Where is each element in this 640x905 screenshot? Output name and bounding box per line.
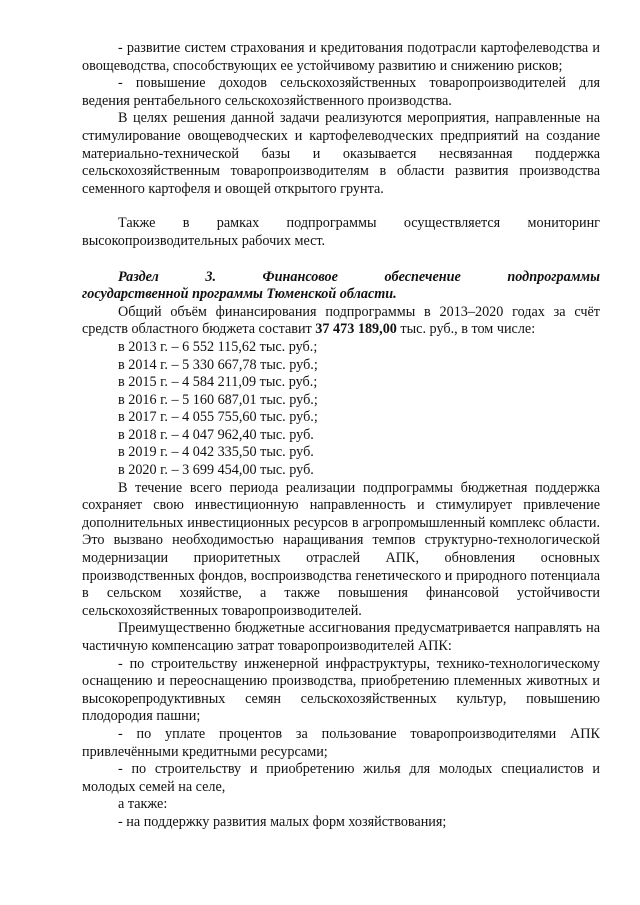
paragraph-compensation: Преимущественно бюджетные ассигнования предусматривается направлять на частичную компенсацию затрат товаропроизводителей АПК: xyxy=(82,620,600,654)
year-2019-amount: в 2019 г. – 4 042 335,50 тыс. руб. xyxy=(118,444,314,461)
document-page xyxy=(82,40,600,832)
section-heading-line1: Раздел 3. Финансовое обеспечение подпрограммы xyxy=(118,268,600,285)
section-heading xyxy=(82,269,600,304)
paragraph-investment: В течение всего периода реализации подпрограммы бюджетная поддержка сохраняет свою инвестиционную направленность и стимулирует привлечение дополнительных инвестиционных ресурсов в агропромышленный комплекс области. Это вызвано необходимостью наращивания темпов структурно-технологической модернизации приоритетных отраслей АПК, обновления основных производственных фондов, воспроизводства генетического и природного потенциала в сельском хозяйстве, а также повышения финансовой устойчивости сельскохозяйственных товаропроизводителей. xyxy=(82,479,600,619)
paragraph-measures: В целях решения данной задачи реализуются мероприятия, направленные на стимулирование овощеводческих и картофелеводческих предприятий на создание материально-технической базы и оказывается несвязанная поддержка сельскохозяйственным товаропроизводителям в области развития производства семенного картофеля и овощей открытого грунта. xyxy=(82,110,600,197)
list-item-housing: - по строительству и приобретению жилья для молодых специалистов и молодых семей на селе, xyxy=(82,761,600,795)
year-2013-amount: в 2013 г. – 6 552 115,62 тыс. руб.; xyxy=(118,338,318,355)
section-heading-line2: государственной программы Тюменской области. xyxy=(82,286,397,303)
list-item-infrastructure: - по строительству инженерной инфраструктуры, технико-технологическому оснащению и переоснащению производства, приобретению племенных животных и высокорепродуктивных семян сельскохозяйственных культур, повышению плодородия пашни; xyxy=(82,655,600,725)
financing-total: 37 473 189,00 xyxy=(315,321,397,338)
paragraph-income: - повышение доходов сельскохозяйственных товаропроизводителей для ведения рентабельного сельскохозяйственного производства. xyxy=(82,75,600,109)
spacer xyxy=(82,251,600,269)
spacer xyxy=(82,198,600,215)
financing-intro xyxy=(82,304,600,339)
year-2017-amount: в 2017 г. – 4 055 755,60 тыс. руб.; xyxy=(118,409,318,426)
paragraph-also: а также: xyxy=(118,796,168,813)
year-2018-amount: в 2018 г. – 4 047 962,40 тыс. руб. xyxy=(118,426,314,443)
list-item-interest: - по уплате процентов за пользование товаропроизводителями АПК привлечёнными кредитными ресурсами; xyxy=(82,725,600,760)
financing-intro-text: Общий объём финансирования подпрограммы в 2013–2020 годах за счёт средств областного бюджета составит xyxy=(82,303,600,338)
paragraph-insurance: - развитие систем страхования и кредитования подотрасли картофелеводства и овощеводства, способствующих ее устойчивому развитию и снижению рисков; xyxy=(82,40,600,74)
year-2014-amount: в 2014 г. – 5 330 667,78 тыс. руб.; xyxy=(118,356,318,373)
year-2016-amount: в 2016 г. – 5 160 687,01 тыс. руб.; xyxy=(118,391,318,408)
year-2015-amount: в 2015 г. – 4 584 211,09 тыс. руб.; xyxy=(118,374,318,391)
financing-intro-unit: тыс. руб., в том числе: xyxy=(396,321,536,338)
year-2020-amount: в 2020 г. – 3 699 454,00 тыс. руб. xyxy=(118,462,314,479)
list-item-small-farms: - на поддержку развития малых форм хозяйствования; xyxy=(118,813,447,830)
paragraph-monitoring: Также в рамках подпрограммы осуществляется мониторинг высокопроизводительных рабочих мест. xyxy=(82,215,600,249)
